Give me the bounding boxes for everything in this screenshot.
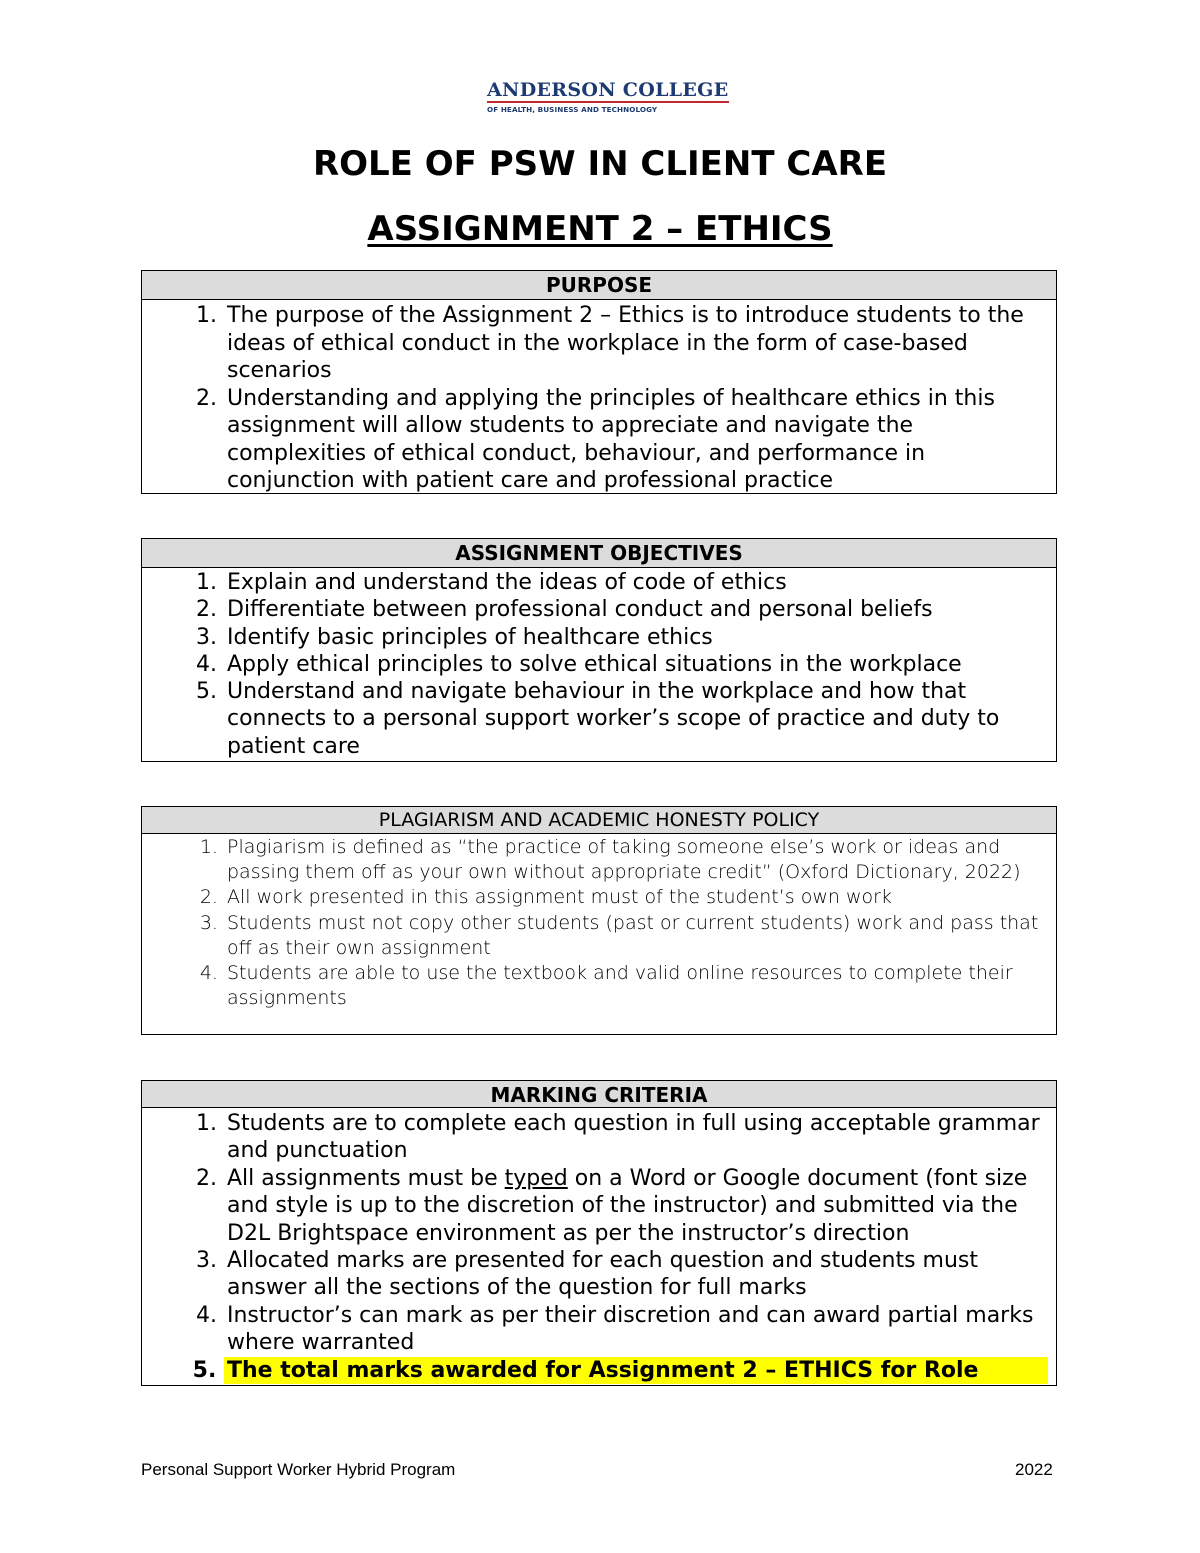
objectives-list — [142, 568, 1056, 760]
list-item-text: All assignments must be — [227, 1165, 505, 1191]
list-item — [224, 1165, 1048, 1247]
list-item: 1. Explain and understand the ideas of code of ethics — [224, 569, 1048, 596]
list-item: 1. Plagiarism is defined as “the practice of taking someone else’s work or ideas and passing them off as your own without appropriate credit” (Oxford Dictionary, 2022) — [224, 835, 1048, 885]
list-item-text: The total marks awarded for Assignment 2 – ETHICS for Role — [227, 1357, 979, 1383]
list-item: 3. Identify basic principles of healthcare ethics — [224, 624, 1048, 651]
highlighted-total-marks — [224, 1357, 1048, 1384]
document-title: ROLE OF PSW IN CLIENT CARE — [312, 144, 888, 184]
marking-criteria-section — [141, 1080, 1057, 1386]
list-item: 2. Understanding and applying the principles of healthcare ethics in this assignment will allow students to appreciate and navigate the complexities of ethical conduct, behaviour, and performance in conjunction with patient care and professional practice — [224, 385, 1048, 495]
assignment-title: ASSIGNMENT 2 – ETHICS — [367, 209, 833, 249]
list-item: 4. Apply ethical principles to solve ethical situations in the workplace — [224, 651, 1048, 678]
footer-program: Personal Support Worker Hybrid Program — [141, 1460, 456, 1479]
list-item: 3. Allocated marks are presented for each question and students must answer all the sections of the question for full marks — [224, 1247, 1048, 1302]
plagiarism-heading: PLAGIARISM AND ACADEMIC HONESTY POLICY — [142, 807, 1056, 834]
college-logo — [481, 77, 729, 117]
purpose-section — [141, 270, 1057, 494]
list-item: 4. Students are able to use the textbook and valid online resources to complete their assignments — [224, 961, 1048, 1011]
logo-subtitle: OF HEALTH, BUSINESS AND TECHNOLOGY — [487, 105, 658, 114]
objectives-section — [141, 538, 1057, 762]
list-item: 4. Instructor’s can mark as per their discretion and can award partial marks where warranted — [224, 1302, 1048, 1357]
marking-list — [142, 1108, 1056, 1384]
list-item: 3. Students must not copy other students (past or current students) work and pass that off as their own assignment — [224, 911, 1048, 961]
list-item: 5. Understand and navigate behaviour in the workplace and how that connects to a personal support worker’s scope of practice and duty to patient care — [224, 678, 1048, 760]
purpose-heading: PURPOSE — [142, 271, 1056, 300]
list-item-text: on a Word or Google document (font size and style is up to the discretion of the instructor) and submitted via the D2L Brightspace environment as per the instructor’s direction — [227, 1165, 1028, 1246]
list-item: 2. Differentiate between professional conduct and personal beliefs — [224, 596, 1048, 623]
plagiarism-list — [142, 834, 1056, 1011]
list-item: 1. Students are to complete each question in full using acceptable grammar and punctuation — [224, 1110, 1048, 1165]
list-item: 1. The purpose of the Assignment 2 – Ethics is to introduce students to the ideas of ethical conduct in the workplace in the form of case-based scenarios — [224, 302, 1048, 385]
marking-heading: MARKING CRITERIA — [142, 1081, 1056, 1108]
underlined-word: typed — [504, 1165, 568, 1191]
logo-divider — [487, 101, 729, 103]
objectives-heading: ASSIGNMENT OBJECTIVES — [142, 539, 1056, 568]
plagiarism-section — [141, 806, 1057, 1035]
logo-name: ANDERSON COLLEGE — [487, 79, 729, 101]
purpose-list — [142, 300, 1056, 495]
list-item: 2. All work presented in this assignment must of the student’s own work — [224, 885, 1048, 910]
footer-year: 2022 — [1015, 1460, 1053, 1479]
